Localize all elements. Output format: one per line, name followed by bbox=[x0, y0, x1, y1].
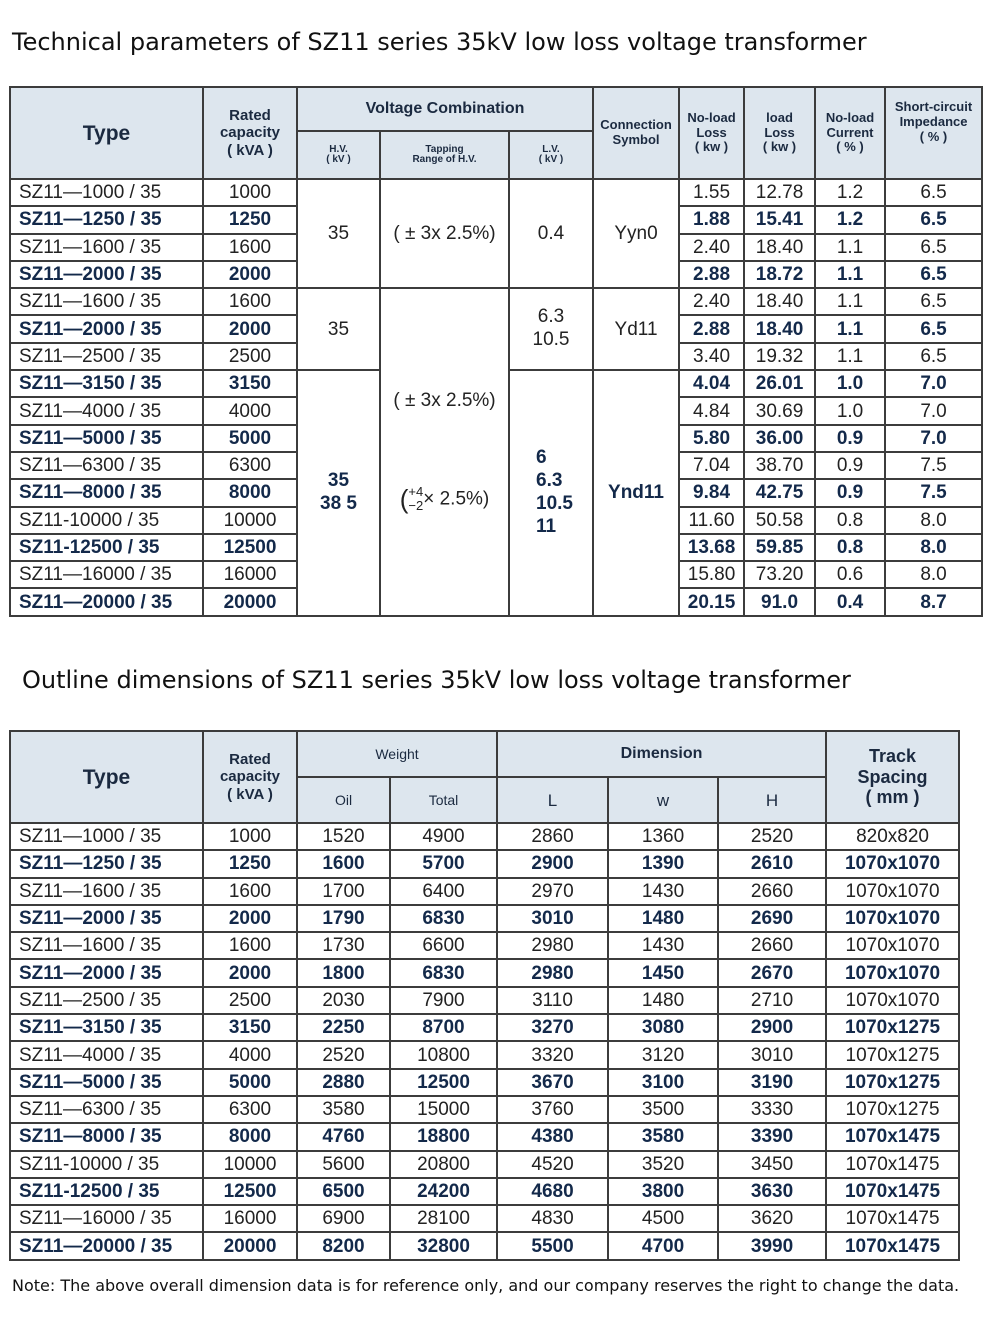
footnote: Note: The above overall dimension data is for reference only, and our company reserves the right to change the data. bbox=[12, 1276, 960, 1295]
cell-total-weight: 5700 bbox=[390, 850, 497, 877]
dim-col-header-total: Total bbox=[390, 777, 497, 823]
col-header-tapping: Tapping Range of H.V. bbox=[380, 131, 509, 179]
cell-type: SZ11-10000 / 35 bbox=[10, 1151, 203, 1178]
cell-impedance: 8.0 bbox=[885, 507, 982, 534]
cell-capacity: 4000 bbox=[203, 397, 297, 424]
cell-total-weight: 24200 bbox=[390, 1178, 497, 1205]
cell-load-loss: 30.69 bbox=[744, 397, 815, 424]
cell-impedance: 6.5 bbox=[885, 343, 982, 370]
col-header-hv: H.V. ( kV ) bbox=[297, 131, 380, 179]
cell-connection-group3: Ynd11 bbox=[593, 370, 679, 616]
col-header-impedance: Short-circuit Impedance ( % ) bbox=[885, 87, 982, 179]
cell-noload-current: 0.9 bbox=[815, 452, 885, 479]
cell-noload-loss: 9.84 bbox=[679, 479, 744, 506]
cell-capacity: 2000 bbox=[203, 261, 297, 288]
cell-total-weight: 12500 bbox=[390, 1069, 497, 1096]
cell-noload-loss: 7.04 bbox=[679, 452, 744, 479]
cell-type: SZ11—1600 / 35 bbox=[10, 932, 203, 959]
cell-noload-current: 0.8 bbox=[815, 507, 885, 534]
cell-noload-current: 1.1 bbox=[815, 234, 885, 261]
cell-height: 2710 bbox=[718, 987, 826, 1014]
col-header-noload-current: No-load Current ( % ) bbox=[815, 87, 885, 179]
cell-length: 2980 bbox=[497, 932, 608, 959]
cell-length: 5500 bbox=[497, 1232, 608, 1259]
cell-type: SZ11—1000 / 35 bbox=[10, 179, 203, 206]
cell-width: 3080 bbox=[608, 1014, 718, 1041]
cell-noload-loss: 15.80 bbox=[679, 561, 744, 588]
outline-dimensions-table bbox=[9, 730, 960, 1261]
cell-oil-weight: 1800 bbox=[297, 959, 390, 986]
cell-type: SZ11—3150 / 35 bbox=[10, 1014, 203, 1041]
cell-impedance: 7.0 bbox=[885, 397, 982, 424]
cell-length: 4830 bbox=[497, 1205, 608, 1232]
cell-type: SZ11—4000 / 35 bbox=[10, 1041, 203, 1068]
dim-col-header-rated-capacity: Rated capacity ( kVA ) bbox=[203, 731, 297, 823]
cell-type: SZ11—2500 / 35 bbox=[10, 987, 203, 1014]
cell-type: SZ11—3150 / 35 bbox=[10, 370, 203, 397]
cell-height: 3990 bbox=[718, 1232, 826, 1259]
cell-capacity: 3150 bbox=[203, 370, 297, 397]
cell-total-weight: 8700 bbox=[390, 1014, 497, 1041]
cell-oil-weight: 1700 bbox=[297, 878, 390, 905]
cell-oil-weight: 4760 bbox=[297, 1123, 390, 1150]
cell-total-weight: 6830 bbox=[390, 905, 497, 932]
cell-noload-current: 1.2 bbox=[815, 179, 885, 206]
cell-length: 4380 bbox=[497, 1123, 608, 1150]
cell-height: 3330 bbox=[718, 1096, 826, 1123]
dim-col-header-weight: Weight bbox=[297, 731, 497, 777]
cell-load-loss: 91.0 bbox=[744, 588, 815, 615]
cell-impedance: 7.0 bbox=[885, 425, 982, 452]
cell-load-loss: 36.00 bbox=[744, 425, 815, 452]
cell-length: 4680 bbox=[497, 1178, 608, 1205]
cell-capacity: 4000 bbox=[203, 1041, 297, 1068]
cell-load-loss: 73.20 bbox=[744, 561, 815, 588]
cell-oil-weight: 1790 bbox=[297, 905, 390, 932]
cell-total-weight: 6600 bbox=[390, 932, 497, 959]
cell-length: 3010 bbox=[497, 905, 608, 932]
cell-length: 3270 bbox=[497, 1014, 608, 1041]
cell-lv-group1: 0.4 bbox=[509, 179, 593, 288]
cell-type: SZ11—8000 / 35 bbox=[10, 479, 203, 506]
cell-height: 2660 bbox=[718, 932, 826, 959]
cell-impedance: 8.0 bbox=[885, 561, 982, 588]
cell-noload-loss: 20.15 bbox=[679, 588, 744, 615]
dim-col-header-type: Type bbox=[10, 731, 203, 823]
cell-load-loss: 18.40 bbox=[744, 288, 815, 315]
cell-noload-loss: 11.60 bbox=[679, 507, 744, 534]
cell-capacity: 8000 bbox=[203, 479, 297, 506]
cell-tapping-group1: ( ± 3x 2.5%) bbox=[380, 179, 509, 288]
cell-noload-current: 0.6 bbox=[815, 561, 885, 588]
cell-type: SZ11—5000 / 35 bbox=[10, 425, 203, 452]
cell-width: 3580 bbox=[608, 1123, 718, 1150]
table-row bbox=[10, 1178, 959, 1205]
tech-table-title: Technical parameters of SZ11 series 35kV low loss voltage transformer bbox=[12, 28, 867, 56]
cell-noload-loss: 4.84 bbox=[679, 397, 744, 424]
cell-noload-current: 1.0 bbox=[815, 370, 885, 397]
cell-noload-loss: 4.04 bbox=[679, 370, 744, 397]
cell-track-spacing: 1070x1475 bbox=[826, 1178, 959, 1205]
cell-type: SZ11—1000 / 35 bbox=[10, 823, 203, 850]
cell-noload-current: 0.9 bbox=[815, 425, 885, 452]
table-row bbox=[10, 179, 982, 206]
col-header-load-loss: load Loss ( kw ) bbox=[744, 87, 815, 179]
cell-type: SZ11—2000 / 35 bbox=[10, 905, 203, 932]
cell-type: SZ11—8000 / 35 bbox=[10, 1123, 203, 1150]
cell-capacity: 12500 bbox=[203, 1178, 297, 1205]
dim-col-header-w: w bbox=[608, 777, 718, 823]
dim-col-header-h: H bbox=[718, 777, 826, 823]
cell-capacity: 10000 bbox=[203, 1151, 297, 1178]
cell-height: 2610 bbox=[718, 850, 826, 877]
cell-track-spacing: 1070x1275 bbox=[826, 1014, 959, 1041]
cell-height: 2900 bbox=[718, 1014, 826, 1041]
dim-col-header-track-spacing: Track Spacing ( mm ) bbox=[826, 731, 959, 823]
cell-type: SZ11—6300 / 35 bbox=[10, 452, 203, 479]
dim-col-header-l: L bbox=[497, 777, 608, 823]
cell-capacity: 1600 bbox=[203, 288, 297, 315]
cell-impedance: 8.7 bbox=[885, 588, 982, 615]
cell-total-weight: 10800 bbox=[390, 1041, 497, 1068]
cell-type: SZ11—2500 / 35 bbox=[10, 343, 203, 370]
cell-oil-weight: 2250 bbox=[297, 1014, 390, 1041]
cell-load-loss: 59.85 bbox=[744, 534, 815, 561]
cell-capacity: 1000 bbox=[203, 179, 297, 206]
cell-impedance: 6.5 bbox=[885, 261, 982, 288]
table-row bbox=[10, 878, 959, 905]
table-row bbox=[10, 987, 959, 1014]
cell-noload-loss: 2.88 bbox=[679, 261, 744, 288]
cell-height: 2520 bbox=[718, 823, 826, 850]
cell-load-loss: 15.41 bbox=[744, 206, 815, 233]
cell-type: SZ11—1250 / 35 bbox=[10, 850, 203, 877]
cell-total-weight: 7900 bbox=[390, 987, 497, 1014]
cell-total-weight: 28100 bbox=[390, 1205, 497, 1232]
cell-total-weight: 20800 bbox=[390, 1151, 497, 1178]
cell-type: SZ11—1600 / 35 bbox=[10, 878, 203, 905]
cell-track-spacing: 1070x1475 bbox=[826, 1151, 959, 1178]
cell-type: SZ11—2000 / 35 bbox=[10, 261, 203, 288]
col-header-rated-capacity: Rated capacity ( kVA ) bbox=[203, 87, 297, 179]
cell-track-spacing: 1070x1070 bbox=[826, 850, 959, 877]
cell-type: SZ11—1600 / 35 bbox=[10, 234, 203, 261]
cell-noload-loss: 5.80 bbox=[679, 425, 744, 452]
cell-width: 1480 bbox=[608, 987, 718, 1014]
table-row bbox=[10, 1069, 959, 1096]
cell-noload-current: 0.8 bbox=[815, 534, 885, 561]
cell-load-loss: 38.70 bbox=[744, 452, 815, 479]
table-row bbox=[10, 823, 959, 850]
cell-total-weight: 4900 bbox=[390, 823, 497, 850]
cell-oil-weight: 2520 bbox=[297, 1041, 390, 1068]
cell-capacity: 1000 bbox=[203, 823, 297, 850]
cell-track-spacing: 1070x1070 bbox=[826, 932, 959, 959]
cell-height: 3010 bbox=[718, 1041, 826, 1068]
cell-length: 3110 bbox=[497, 987, 608, 1014]
cell-track-spacing: 1070x1275 bbox=[826, 1041, 959, 1068]
table-row bbox=[10, 1205, 959, 1232]
cell-hv-group2: 35 bbox=[297, 288, 380, 370]
cell-total-weight: 6830 bbox=[390, 959, 497, 986]
cell-track-spacing: 1070x1475 bbox=[826, 1205, 959, 1232]
cell-hv-group3: 35 38 5 bbox=[297, 370, 380, 616]
cell-height: 3620 bbox=[718, 1205, 826, 1232]
cell-noload-current: 1.1 bbox=[815, 261, 885, 288]
table-row bbox=[10, 932, 959, 959]
table-row bbox=[10, 905, 959, 932]
cell-oil-weight: 8200 bbox=[297, 1232, 390, 1259]
table-row bbox=[10, 850, 959, 877]
cell-oil-weight: 3580 bbox=[297, 1096, 390, 1123]
cell-oil-weight: 1730 bbox=[297, 932, 390, 959]
cell-track-spacing: 1070x1475 bbox=[826, 1232, 959, 1259]
cell-noload-current: 1.0 bbox=[815, 397, 885, 424]
cell-track-spacing: 1070x1070 bbox=[826, 987, 959, 1014]
cell-connection-group1: Yyn0 bbox=[593, 179, 679, 288]
cell-width: 1450 bbox=[608, 959, 718, 986]
cell-load-loss: 26.01 bbox=[744, 370, 815, 397]
cell-noload-current: 1.1 bbox=[815, 288, 885, 315]
cell-type: SZ11—1600 / 35 bbox=[10, 288, 203, 315]
cell-noload-current: 0.9 bbox=[815, 479, 885, 506]
table-row bbox=[10, 1096, 959, 1123]
cell-total-weight: 32800 bbox=[390, 1232, 497, 1259]
cell-capacity: 2500 bbox=[203, 987, 297, 1014]
cell-impedance: 8.0 bbox=[885, 534, 982, 561]
cell-width: 1430 bbox=[608, 878, 718, 905]
cell-height: 3190 bbox=[718, 1069, 826, 1096]
cell-capacity: 16000 bbox=[203, 561, 297, 588]
cell-length: 2970 bbox=[497, 878, 608, 905]
cell-load-loss: 19.32 bbox=[744, 343, 815, 370]
cell-capacity: 3150 bbox=[203, 1014, 297, 1041]
cell-load-loss: 18.72 bbox=[744, 261, 815, 288]
col-header-voltage-combination: Voltage Combination bbox=[297, 87, 593, 131]
cell-capacity: 20000 bbox=[203, 1232, 297, 1259]
cell-type: SZ11—2000 / 35 bbox=[10, 315, 203, 342]
cell-noload-current: 0.4 bbox=[815, 588, 885, 615]
col-header-lv: L.V. ( kV ) bbox=[509, 131, 593, 179]
cell-impedance: 6.5 bbox=[885, 234, 982, 261]
cell-width: 1480 bbox=[608, 905, 718, 932]
cell-type: SZ11—6300 / 35 bbox=[10, 1096, 203, 1123]
cell-type: SZ11—20000 / 35 bbox=[10, 1232, 203, 1259]
cell-type: SZ11-10000 / 35 bbox=[10, 507, 203, 534]
col-header-connection-symbol: Connection Symbol bbox=[593, 87, 679, 179]
cell-length: 3320 bbox=[497, 1041, 608, 1068]
cell-type: SZ11—16000 / 35 bbox=[10, 561, 203, 588]
cell-track-spacing: 1070x1275 bbox=[826, 1069, 959, 1096]
cell-impedance: 7.5 bbox=[885, 479, 982, 506]
cell-type: SZ11—16000 / 35 bbox=[10, 1205, 203, 1232]
cell-impedance: 7.0 bbox=[885, 370, 982, 397]
cell-impedance: 6.5 bbox=[885, 206, 982, 233]
cell-noload-loss: 2.40 bbox=[679, 234, 744, 261]
cell-capacity: 2500 bbox=[203, 343, 297, 370]
cell-load-loss: 18.40 bbox=[744, 315, 815, 342]
cell-oil-weight: 6900 bbox=[297, 1205, 390, 1232]
cell-type: SZ11-12500 / 35 bbox=[10, 534, 203, 561]
table-row bbox=[10, 1041, 959, 1068]
cell-track-spacing: 820x820 bbox=[826, 823, 959, 850]
cell-height: 2690 bbox=[718, 905, 826, 932]
cell-type: SZ11—5000 / 35 bbox=[10, 1069, 203, 1096]
cell-load-loss: 12.78 bbox=[744, 179, 815, 206]
cell-capacity: 1600 bbox=[203, 932, 297, 959]
cell-capacity: 2000 bbox=[203, 959, 297, 986]
cell-width: 3100 bbox=[608, 1069, 718, 1096]
cell-oil-weight: 1600 bbox=[297, 850, 390, 877]
cell-track-spacing: 1070x1070 bbox=[826, 905, 959, 932]
cell-type: SZ11-12500 / 35 bbox=[10, 1178, 203, 1205]
cell-length: 3760 bbox=[497, 1096, 608, 1123]
cell-lv-group2: 6.3 10.5 bbox=[509, 288, 593, 370]
cell-width: 3120 bbox=[608, 1041, 718, 1068]
cell-capacity: 5000 bbox=[203, 425, 297, 452]
cell-noload-current: 1.1 bbox=[815, 315, 885, 342]
cell-length: 2980 bbox=[497, 959, 608, 986]
cell-width: 3500 bbox=[608, 1096, 718, 1123]
cell-length: 4520 bbox=[497, 1151, 608, 1178]
cell-total-weight: 15000 bbox=[390, 1096, 497, 1123]
cell-height: 3390 bbox=[718, 1123, 826, 1150]
cell-width: 1390 bbox=[608, 850, 718, 877]
cell-load-loss: 42.75 bbox=[744, 479, 815, 506]
cell-width: 4700 bbox=[608, 1232, 718, 1259]
cell-capacity: 2000 bbox=[203, 905, 297, 932]
cell-noload-loss: 2.88 bbox=[679, 315, 744, 342]
cell-track-spacing: 1070x1070 bbox=[826, 959, 959, 986]
cell-length: 2900 bbox=[497, 850, 608, 877]
col-header-noload-loss: No-load Loss ( kw ) bbox=[679, 87, 744, 179]
cell-impedance: 6.5 bbox=[885, 288, 982, 315]
cell-oil-weight: 6500 bbox=[297, 1178, 390, 1205]
cell-noload-loss: 1.88 bbox=[679, 206, 744, 233]
cell-type: SZ11—4000 / 35 bbox=[10, 397, 203, 424]
cell-width: 1360 bbox=[608, 823, 718, 850]
cell-track-spacing: 1070x1475 bbox=[826, 1123, 959, 1150]
cell-lv-group3: 6 6.3 10.5 11 bbox=[509, 370, 593, 616]
cell-type: SZ11—2000 / 35 bbox=[10, 959, 203, 986]
cell-height: 3630 bbox=[718, 1178, 826, 1205]
cell-oil-weight: 1520 bbox=[297, 823, 390, 850]
cell-oil-weight: 2030 bbox=[297, 987, 390, 1014]
table-row bbox=[10, 1014, 959, 1041]
cell-capacity: 1250 bbox=[203, 850, 297, 877]
cell-track-spacing: 1070x1275 bbox=[826, 1096, 959, 1123]
cell-height: 2660 bbox=[718, 878, 826, 905]
cell-impedance: 7.5 bbox=[885, 452, 982, 479]
cell-load-loss: 50.58 bbox=[744, 507, 815, 534]
cell-capacity: 12500 bbox=[203, 534, 297, 561]
cell-total-weight: 18800 bbox=[390, 1123, 497, 1150]
cell-width: 1430 bbox=[608, 932, 718, 959]
cell-capacity: 1600 bbox=[203, 878, 297, 905]
table-row bbox=[10, 288, 982, 315]
cell-hv-group1: 35 bbox=[297, 179, 380, 288]
table-row bbox=[10, 1232, 959, 1259]
cell-oil-weight: 5600 bbox=[297, 1151, 390, 1178]
cell-capacity: 2000 bbox=[203, 315, 297, 342]
cell-height: 3450 bbox=[718, 1151, 826, 1178]
cell-capacity: 16000 bbox=[203, 1205, 297, 1232]
cell-capacity: 1250 bbox=[203, 206, 297, 233]
cell-capacity: 20000 bbox=[203, 588, 297, 615]
cell-oil-weight: 2880 bbox=[297, 1069, 390, 1096]
cell-length: 3670 bbox=[497, 1069, 608, 1096]
cell-length: 2860 bbox=[497, 823, 608, 850]
dim-col-header-dimension: Dimension bbox=[497, 731, 826, 777]
cell-load-loss: 18.40 bbox=[744, 234, 815, 261]
cell-capacity: 6300 bbox=[203, 452, 297, 479]
cell-total-weight: 6400 bbox=[390, 878, 497, 905]
cell-width: 3520 bbox=[608, 1151, 718, 1178]
cell-tapping-group23: ( ± 3x 2.5%) ( +4 −2 × 2.5%) bbox=[380, 288, 509, 616]
cell-impedance: 6.5 bbox=[885, 179, 982, 206]
cell-noload-loss: 2.40 bbox=[679, 288, 744, 315]
cell-noload-loss: 1.55 bbox=[679, 179, 744, 206]
cell-noload-current: 1.2 bbox=[815, 206, 885, 233]
cell-height: 2670 bbox=[718, 959, 826, 986]
cell-type: SZ11—20000 / 35 bbox=[10, 588, 203, 615]
cell-width: 3800 bbox=[608, 1178, 718, 1205]
dim-col-header-oil: Oil bbox=[297, 777, 390, 823]
cell-type: SZ11—1250 / 35 bbox=[10, 206, 203, 233]
cell-track-spacing: 1070x1070 bbox=[826, 878, 959, 905]
cell-capacity: 8000 bbox=[203, 1123, 297, 1150]
col-header-type: Type bbox=[10, 87, 203, 179]
cell-impedance: 6.5 bbox=[885, 315, 982, 342]
cell-width: 4500 bbox=[608, 1205, 718, 1232]
cell-noload-current: 1.1 bbox=[815, 343, 885, 370]
cell-capacity: 5000 bbox=[203, 1069, 297, 1096]
cell-capacity: 1600 bbox=[203, 234, 297, 261]
dimension-table-title: Outline dimensions of SZ11 series 35kV low loss voltage transformer bbox=[22, 666, 851, 694]
cell-noload-loss: 3.40 bbox=[679, 343, 744, 370]
cell-connection-group2: Yd11 bbox=[593, 288, 679, 370]
technical-parameters-table bbox=[9, 86, 983, 617]
table-row bbox=[10, 1151, 959, 1178]
table-row bbox=[10, 959, 959, 986]
cell-capacity: 10000 bbox=[203, 507, 297, 534]
table-row bbox=[10, 1123, 959, 1150]
cell-capacity: 6300 bbox=[203, 1096, 297, 1123]
cell-noload-loss: 13.68 bbox=[679, 534, 744, 561]
